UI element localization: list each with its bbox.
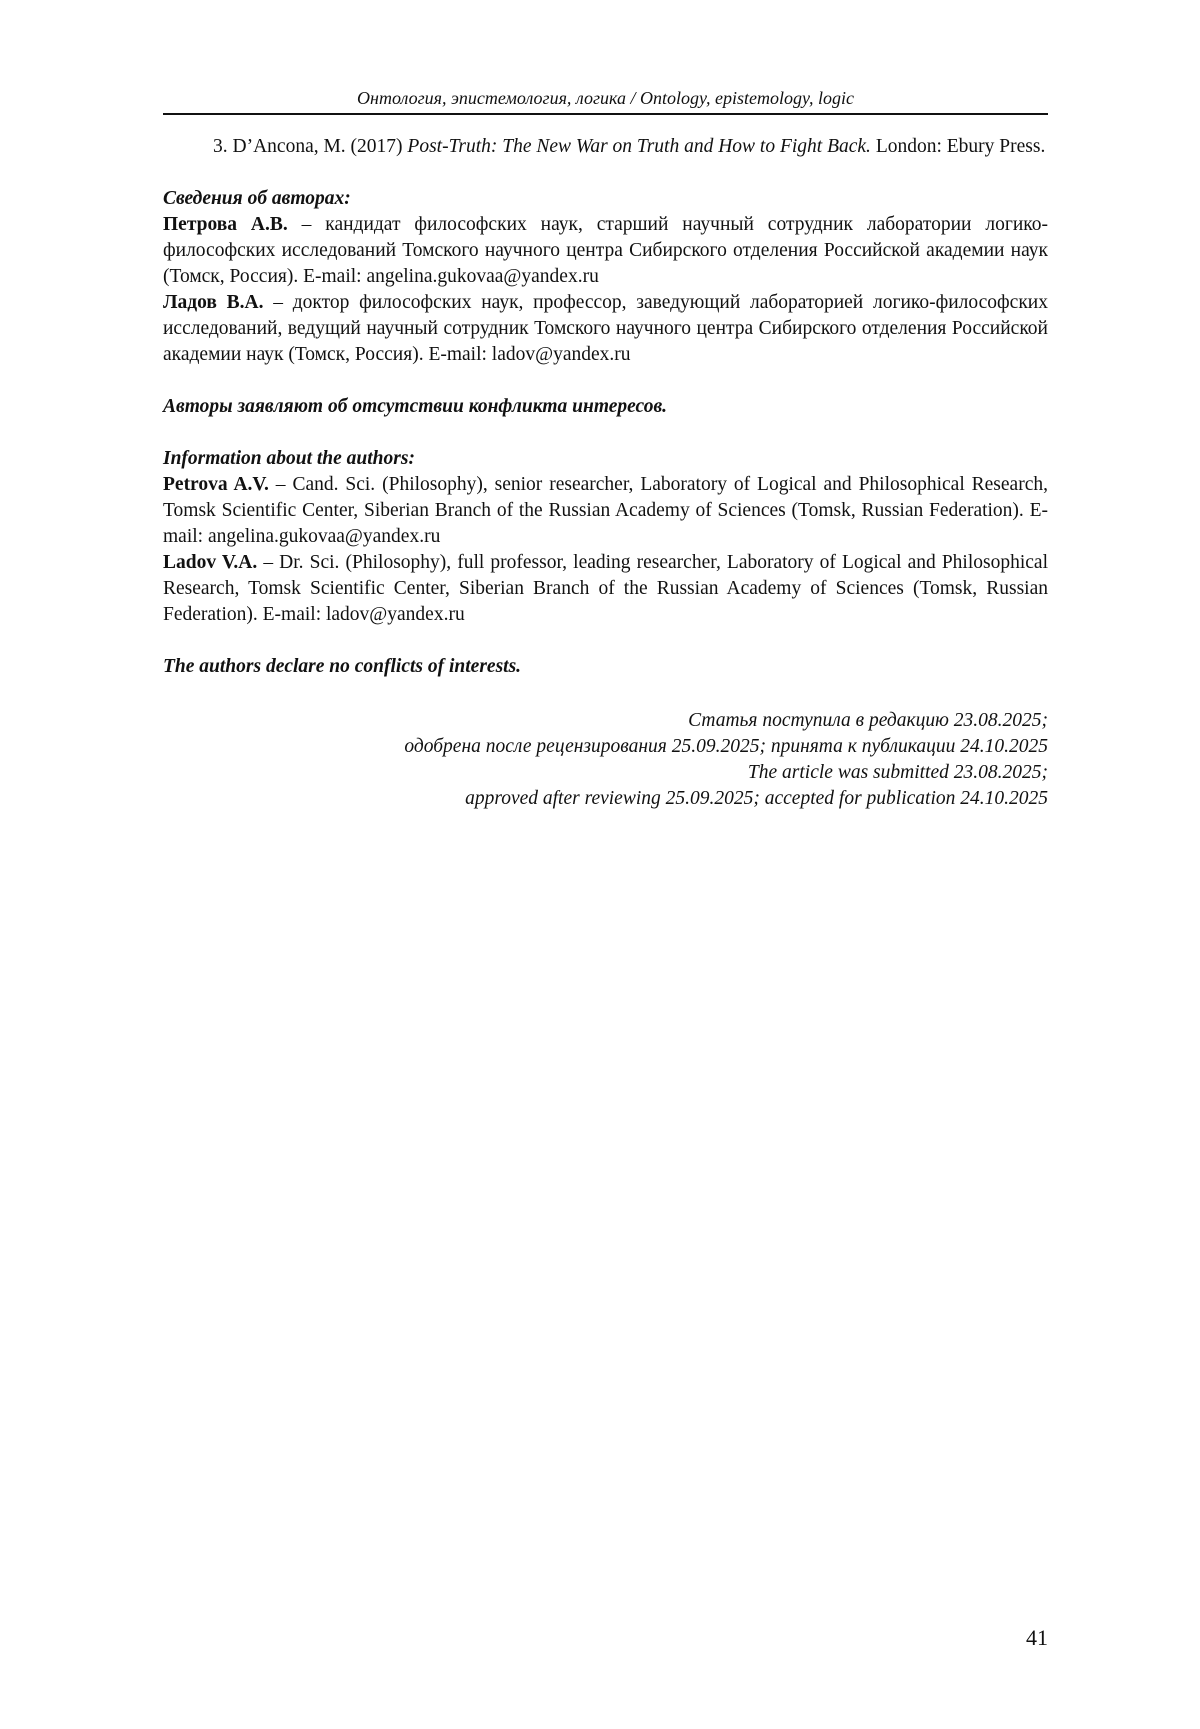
author-ru-name: Петрова А.В. [163,214,288,235]
author-en-details: – Dr. Sci. (Philosophy), full professor, leading researcher, Laboratory of Logical and Philosophical Research, Tomsk Scientific Center, Siberian Branch of the Russian Academy of Sciences (Tomsk, Russian Federation). E-mail: ladov@yandex.ru [163,552,1048,625]
authors-en-heading: Information about the authors: [163,448,415,469]
reference-title: Post-Truth: The New War on Truth and How to Fight Back. [407,136,871,157]
author-en-entry [163,550,1048,628]
running-header: Онтология, эпистемология, логика / Ontology, epistemology, logic [357,88,854,108]
date-line-ru-1: Статья поступила в редакцию 23.08.2025; [688,710,1048,731]
reference-publisher: London: Ebury Press. [870,136,1046,157]
date-line-en-1: The article was submitted 23.08.2025; [747,762,1048,783]
header-rule [163,113,1048,115]
page-content [163,134,1048,812]
submission-dates [163,708,1048,812]
authors-ru-heading: Сведения об авторах: [163,188,351,209]
author-ru-entry [163,290,1048,368]
conflict-statement-en: The authors declare no conflicts of interests. [163,656,522,677]
author-ru-details: – кандидат философских наук, старший научный сотрудник лаборатории логико-философских исследований Томского научного центра Сибирского отделения Российской академии наук (Томск, Россия). E-mail: angelina.gukovaa@yandex.ru [163,214,1048,287]
author-ru-details: – доктор философских наук, профессор, заведующий лабораторией логико-философских исследований, ведущий научный сотрудник Томского научного центра Сибирского отделения Российской академии наук (Томск, Россия). E-mail: ladov@yandex.ru [163,292,1048,365]
author-en-name: Petrova A.V. [163,474,269,495]
page-number: 41 [1026,1625,1048,1650]
journal-page [163,0,1048,1729]
date-line-en-2: approved after reviewing 25.09.2025; accepted for publication 24.10.2025 [465,788,1048,809]
reference-author: 3. D’Ancona, M. (2017) [213,136,408,157]
reference-entry [163,134,1048,160]
author-en-name: Ladov V.A. [163,552,258,573]
author-en-entry [163,472,1048,550]
conflict-statement-ru: Авторы заявляют об отсутствии конфликта интересов. [163,396,668,417]
author-ru-name: Ладов В.А. [163,292,264,313]
author-en-details: – Cand. Sci. (Philosophy), senior researcher, Laboratory of Logical and Philosophical Research, Tomsk Scientific Center, Siberian Branch of the Russian Academy of Sciences (Tomsk, Russian Federation). E-mail: angelina.gukovaa@yandex.ru [163,474,1048,547]
author-ru-entry [163,212,1048,290]
date-line-ru-2: одобрена после рецензирования 25.09.2025; принята к публикации 24.10.2025 [404,736,1048,757]
